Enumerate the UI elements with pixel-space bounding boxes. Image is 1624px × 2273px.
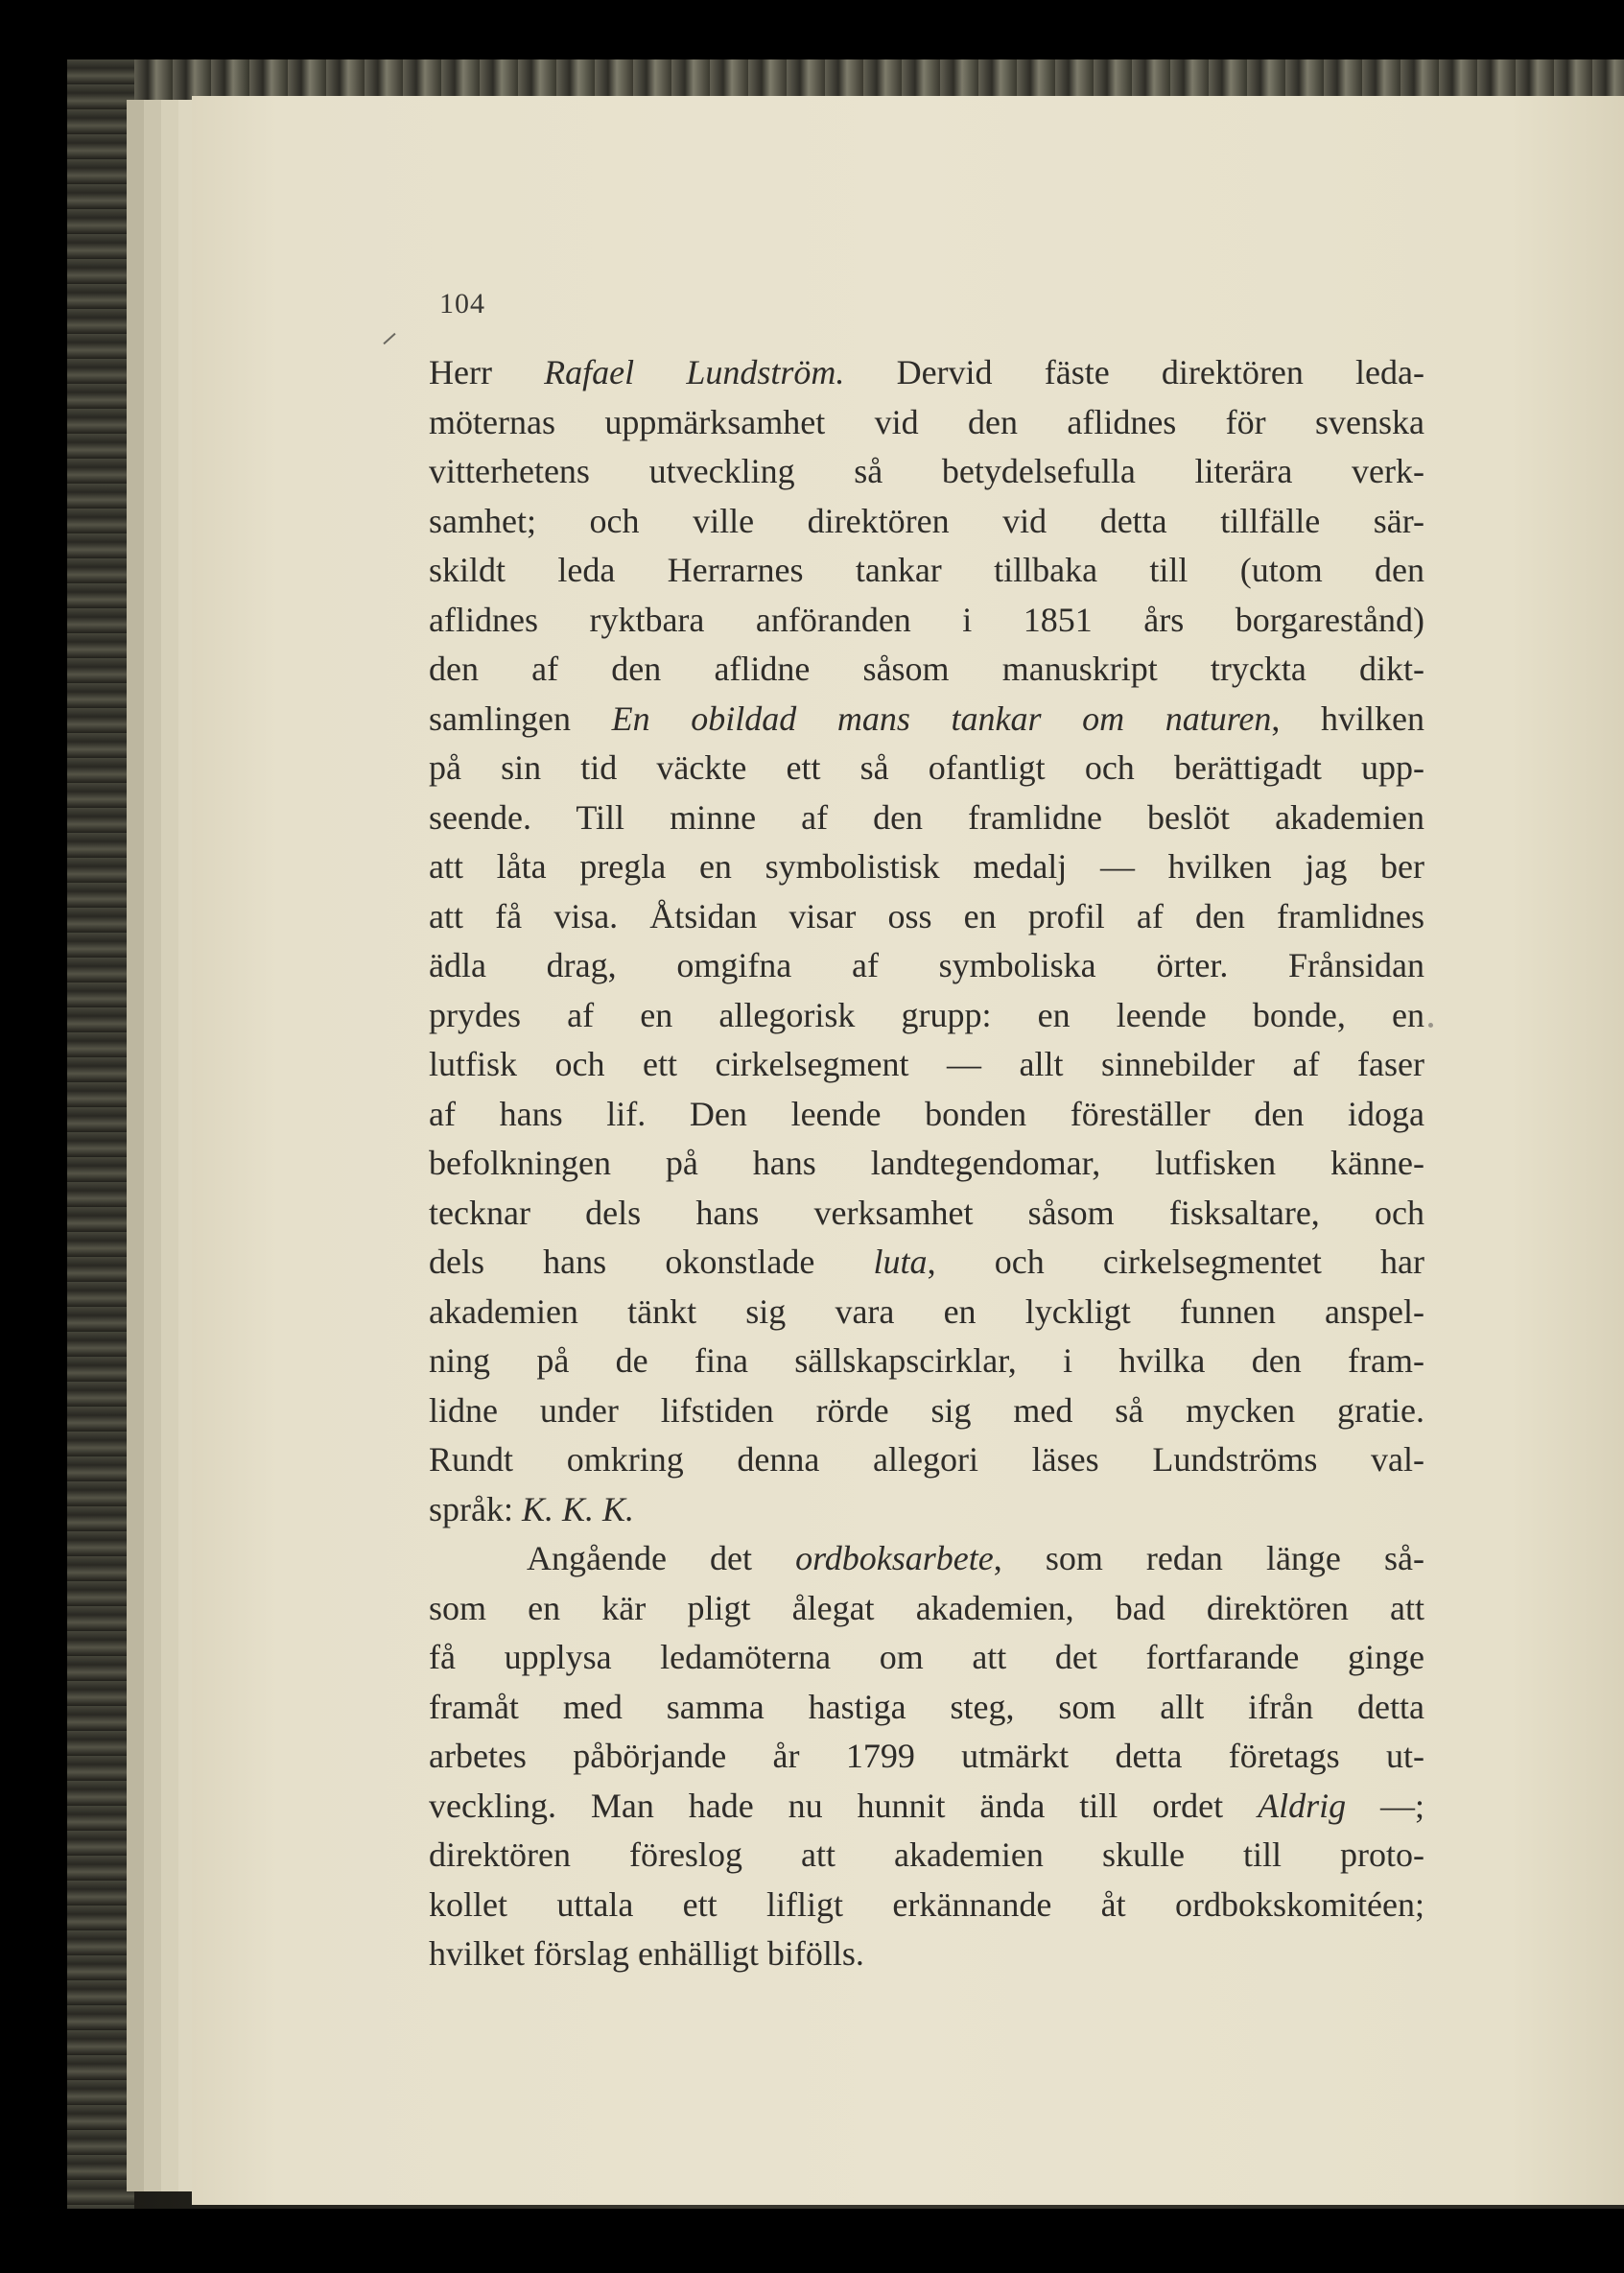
text-run: , och cirkelsegmentet har (927, 1243, 1424, 1281)
text-run: samlingen (429, 698, 612, 738)
text-line (429, 793, 1424, 843)
text-line (429, 1435, 1424, 1485)
text-line (429, 1090, 1424, 1140)
body-text (429, 348, 1424, 1979)
text-run: direktören föreslog att akademien skulle till proto- (429, 1835, 1424, 1874)
book-spine (67, 59, 134, 2209)
text-line (429, 1633, 1424, 1683)
text-run: hvilket förslag enhälligt bifölls. (429, 1934, 864, 1973)
text-line (429, 1683, 1424, 1733)
text-run: befolkningen på hans landtegendomar, lutfisken känne- (429, 1144, 1424, 1182)
text-line (429, 1238, 1424, 1288)
text-run: Dervid fäste direktören leda- (844, 353, 1424, 391)
text-run: lutfisk och ett cirkelsegment — allt sinnebilder af faser (429, 1045, 1424, 1083)
text-run: språk: (429, 1489, 522, 1528)
text-run: seende. Till minne af den framlidne beslöt akademien (429, 797, 1424, 837)
text-line (429, 1782, 1424, 1832)
text-run: den af den aflidne såsom manuskript tryckta dikt- (429, 650, 1424, 688)
page-number: 104 (439, 288, 485, 320)
text-run: vitterhetens utveckling så betydelsefulla literära verk- (429, 452, 1424, 490)
text-line (429, 447, 1424, 497)
text-line (429, 1189, 1424, 1239)
text-run: , hvilken (1271, 698, 1424, 738)
text-run: veckling. Man hade nu hunnit ända till ordet (429, 1786, 1259, 1825)
text-line (429, 1386, 1424, 1436)
italic-run: luta (873, 1243, 928, 1281)
text-run: , som redan länge så- (993, 1539, 1424, 1577)
text-line (429, 1831, 1424, 1881)
italic-run: K. K. K. (521, 1489, 635, 1528)
text-line (429, 695, 1424, 745)
text-run: som en kär pligt ålegat akademien, bad direktören att (429, 1588, 1424, 1627)
italic-run: Rafael Lundström. (544, 353, 845, 391)
text-line (429, 1288, 1424, 1338)
italic-run: Aldrig (1258, 1786, 1347, 1825)
text-run: möternas uppmärksamhet vid den aflidnes för svenska (429, 402, 1424, 441)
text-run: samhet; och ville direktören vid detta tillfälle sär- (429, 501, 1424, 540)
text-line (429, 1040, 1424, 1090)
text-run: —; (1346, 1786, 1424, 1825)
text-run: att låta pregla en symbolistisk medalj — hvilken jag ber (429, 847, 1424, 886)
text-run: prydes af en allegorisk grupp: en leende bonde, en (429, 995, 1424, 1034)
text-line (429, 744, 1424, 793)
text-line (429, 1485, 1424, 1535)
text-run: Angående det (527, 1539, 796, 1577)
text-run: Rundt omkring denna allegori läses Lundströms val- (429, 1440, 1424, 1479)
text-run: kollet uttala ett lifligt erkännande åt ordbokskomitéen; (429, 1884, 1424, 1924)
text-run: arbetes påbörjande år 1799 utmärkt detta företags ut- (429, 1737, 1424, 1775)
text-run: på sin tid väckte ett så ofantligt och berättigadt upp- (429, 748, 1424, 787)
text-run: skildt leda Herrarnes tankar tillbaka till (utom den (429, 551, 1424, 589)
text-line (429, 842, 1424, 892)
text-line (429, 497, 1424, 547)
text-line (429, 991, 1424, 1041)
text-run: akademien tänkt sig vara en lyckligt funnen anspel- (429, 1291, 1424, 1331)
text-run: Herr (429, 353, 545, 391)
text-run: framåt med samma hastiga steg, som allt ifrån detta (429, 1687, 1424, 1726)
text-line (429, 348, 1424, 398)
text-line (429, 546, 1424, 596)
italic-run: ordboksarbete (795, 1539, 994, 1577)
text-line (429, 1534, 1424, 1584)
text-line (429, 1732, 1424, 1782)
text-run: dels hans okonstlade (429, 1243, 874, 1281)
text-run: ädla drag, omgifna af symboliska örter. Frånsidan (429, 946, 1424, 984)
text-line (429, 1584, 1424, 1634)
text-run: ning på de fina sällskapscirklar, i hvilka den fram- (429, 1341, 1424, 1380)
text-run: få upplysa ledamöterna om att det fortfarande ginge (429, 1638, 1424, 1676)
italic-run: En obildad mans tankar om naturen (611, 698, 1272, 738)
paper-speck (1428, 1023, 1433, 1028)
text-line (429, 398, 1424, 448)
text-line (429, 596, 1424, 646)
text-run: att få visa. Åtsidan visar oss en profil af den framlidnes (429, 896, 1424, 935)
text-line (429, 892, 1424, 942)
text-run: tecknar dels hans verksamhet såsom fisksaltare, och (429, 1193, 1424, 1232)
text-run: lidne under lifstiden rörde sig med så mycken gratie. (429, 1390, 1424, 1430)
text-line (429, 1930, 1424, 1979)
text-line (429, 1337, 1424, 1386)
text-run: aflidnes ryktbara anföranden i 1851 års borgarestånd) (429, 600, 1424, 639)
text-line (429, 941, 1424, 991)
text-line (429, 1881, 1424, 1930)
text-line (429, 645, 1424, 695)
text-run: af hans lif. Den leende bonden föreställer den idoga (429, 1094, 1424, 1133)
text-line (429, 1139, 1424, 1189)
